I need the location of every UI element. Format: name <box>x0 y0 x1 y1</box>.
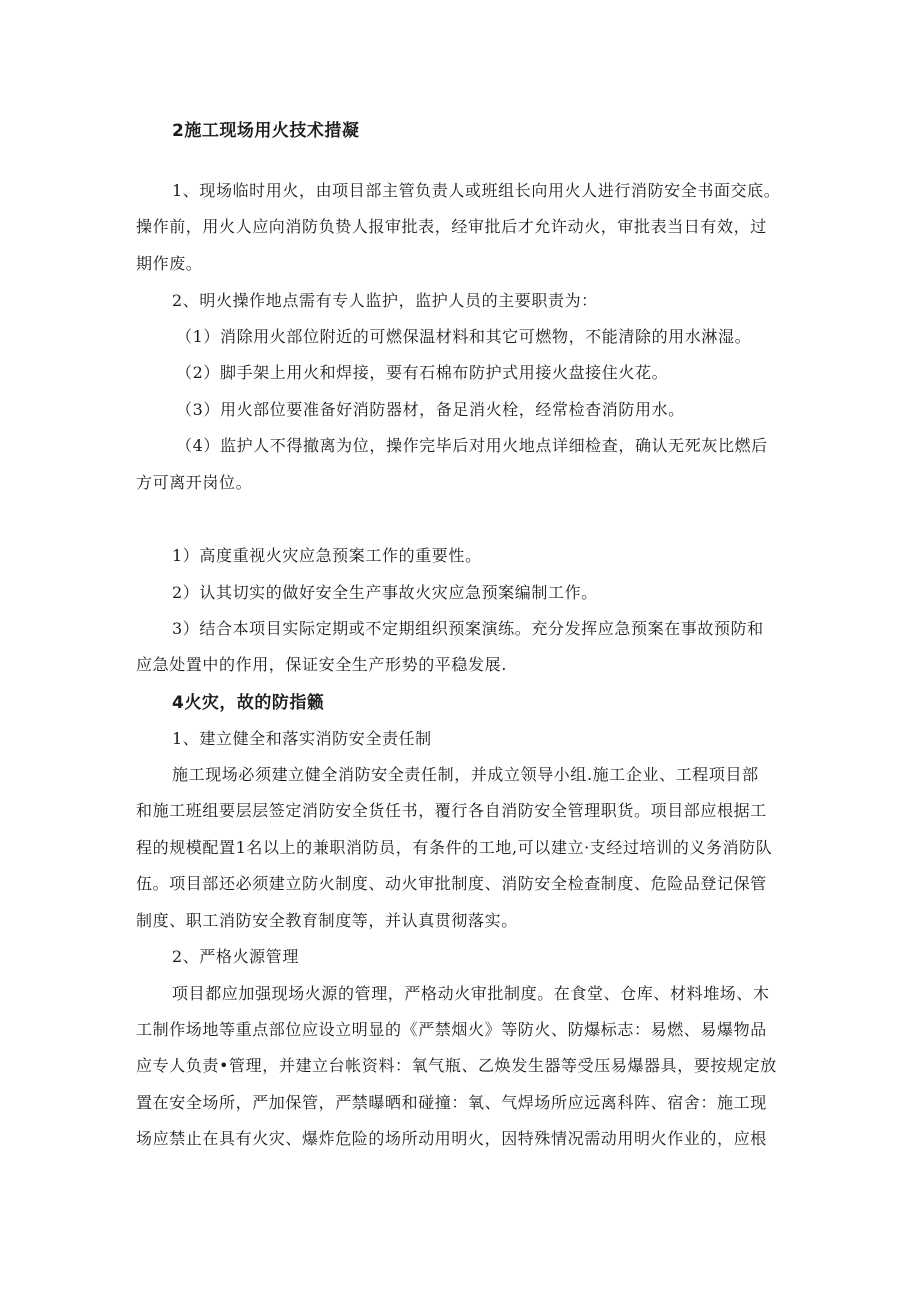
section-4-line: 伍。项目部还必须建立防火制度、动火审批制度、消防安全检查制度、危险品登记保管 <box>136 874 767 893</box>
section-2-line: 1、现场临时用火，由项目部主管负责人或班组长向用火人进行消防安全书面交底。 <box>172 181 781 200</box>
section-4-line: 工制作场地等重点部位应设立明显的《严禁烟火》等防火、防爆标志：易燃、易爆物品 <box>136 1020 767 1039</box>
section-2-line: （3）用火部位要准备好消防器材，备足消火栓，经常检杳消防用水。 <box>176 400 685 419</box>
section-4-line: 应专人负责•管理，并建立台帐资料：氧气瓶、乙焕发生器等受压易爆器具，要按规定放 <box>136 1056 777 1075</box>
section-4-line: 1、建立健全和落实消防安全责任制 <box>172 729 432 748</box>
section-2-line: 2、明火操作地点需有专人监护，监护人员的主要职责为： <box>172 291 598 310</box>
section-3-line: 应急处置中的作用，保证安全生产形势的平稳发展. <box>136 655 507 674</box>
section-2-line: 操作前，用火人应向消防负贽人报审批表，经审批后才允许动火，审批表当日有效，过 <box>136 217 767 236</box>
section-4-line: 制度、职工消防安全教育制度等，并认真贯彻落实。 <box>136 911 518 930</box>
section-3-line: 3）结合本项目实际定期或不定期组织预案演练。充分发挥应急预案在事故预防和 <box>172 619 764 638</box>
section-2-line: 方可离开岗位。 <box>136 473 253 492</box>
section-2-line: （1）消除用火部位附近的可燃保温材料和其它可燃物，不能清除的用水淋湿。 <box>176 327 752 346</box>
section-4-line: 项目都应加强现场火源的管理，严格动火审批制度。在食堂、仓库、材料堆场、木 <box>172 984 770 1003</box>
section-2-line: （4）监护人不得撤离为位，操作完毕后对用火地点详细检查，确认无死灰比燃后 <box>176 436 768 455</box>
section-3-line: 1）高度重视火灾应急预案工作的重要性。 <box>172 546 482 565</box>
section-2-heading: 2施工现场用火技术措凝 <box>172 121 360 141</box>
section-4-line: 程的规模配置1名以上的兼职消防员，有条件的工地,可以建立·支经过培训的义务消防队 <box>136 838 773 857</box>
section-4-heading: 4火灾，故的防指籁 <box>172 693 325 713</box>
section-4-line: 2、严格火源管理 <box>172 947 299 966</box>
section-4-line: 和施工班组要层层签定消防安全货任书，覆行各自消防安全管理职货。项目部应根据工 <box>136 801 767 820</box>
section-4-line: 置在安全场所，严加保管，严禁曝晒和碰撞：氧、气焊场所应远离科阵、宿舍：施工现 <box>136 1093 767 1112</box>
section-3-line: 2）认其切实的做好安全生产事故火灾应急预案编制工作。 <box>172 583 598 602</box>
section-4-line: 场应禁止在具有火灾、爆炸危险的场所动用明火，因特殊情况需动用明火作业的，应根 <box>136 1129 767 1148</box>
section-4-line: 施工现场必须建立健全消防安全责任制，并成立领导小组.施工企业、工程项目部 <box>172 765 759 784</box>
section-2-line: 期作废。 <box>136 254 203 273</box>
section-2-line: （2）脚手架上用火和焊接，要有石棉布防护式用接火盘接住火花。 <box>176 363 669 382</box>
